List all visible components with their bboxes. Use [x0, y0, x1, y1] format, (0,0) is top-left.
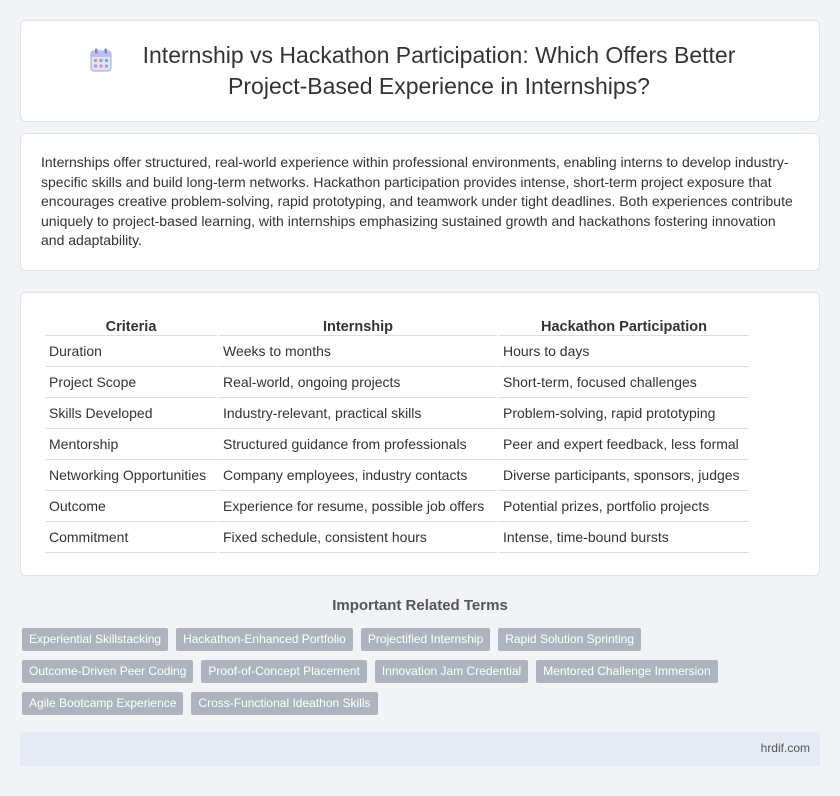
- table-row: [45, 522, 749, 553]
- footer-site-link[interactable]: hrdif.com: [760, 741, 810, 755]
- table-cell: Mentorship: [45, 429, 217, 460]
- table-row: [45, 491, 749, 522]
- related-term-tag[interactable]: Agile Bootcamp Experience: [22, 692, 183, 715]
- tag-row: [22, 692, 822, 715]
- related-terms-heading: Important Related Terms: [332, 597, 508, 614]
- tag-row: [22, 628, 822, 651]
- related-term-tag[interactable]: Outcome-Driven Peer Coding: [22, 660, 193, 683]
- table-cell: Networking Opportunities: [45, 460, 217, 491]
- table-row: [45, 429, 749, 460]
- related-terms-list: [22, 628, 822, 724]
- table-cell: Real-world, ongoing projects: [219, 367, 497, 398]
- table-cell: Experience for resume, possible job offers: [219, 491, 497, 522]
- table-cell: Industry-relevant, practical skills: [219, 398, 497, 429]
- column-header-internship: Internship: [219, 315, 497, 336]
- table-cell: Problem-solving, rapid prototyping: [499, 398, 749, 429]
- header-card: [20, 20, 820, 122]
- table-cell: Project Scope: [45, 367, 217, 398]
- page-title: Internship vs Hackathon Participation: Which Offers Better Project-Based Experience in Internships?: [142, 42, 736, 99]
- table-row: [45, 398, 749, 429]
- column-header-criteria: Criteria: [45, 315, 217, 336]
- tag-row: [22, 660, 822, 683]
- table-cell: Diverse participants, sponsors, judges: [499, 460, 749, 491]
- column-header-hackathon: Hackathon Participation: [499, 315, 749, 336]
- table-cell: Commitment: [45, 522, 217, 553]
- table-row: [45, 336, 749, 367]
- footer: [20, 732, 820, 766]
- related-term-tag[interactable]: Mentored Challenge Immersion: [536, 660, 717, 683]
- table-row: [45, 367, 749, 398]
- table-cell: Outcome: [45, 491, 217, 522]
- table-cell: Intense, time-bound bursts: [499, 522, 749, 553]
- table-cell: Fixed schedule, consistent hours: [219, 522, 497, 553]
- table-cell: Short-term, focused challenges: [499, 367, 749, 398]
- table-cell: Weeks to months: [219, 336, 497, 367]
- table-cell: Company employees, industry contacts: [219, 460, 497, 491]
- table-cell: Hours to days: [499, 336, 749, 367]
- table-cell: Structured guidance from professionals: [219, 429, 497, 460]
- intro-paragraph: Internships offer structured, real-world experience within professional environments, enabling interns to develop industry-specific skills and build long-term networks. Hackathon participation provides intense, short-term project exposure that encourages creative problem-solving, rapid prototyping, and teamwork under tight deadlines. Both experiences contribute uniquely to project-based learning, with internships emphasizing sustained growth and hackathons fostering innovation and adaptability.: [41, 154, 793, 249]
- table-cell: Duration: [45, 336, 217, 367]
- related-term-tag[interactable]: Projectified Internship: [361, 628, 490, 651]
- intro-card: [20, 133, 820, 271]
- related-term-tag[interactable]: Proof-of-Concept Placement: [201, 660, 366, 683]
- table-header-row: [45, 315, 749, 336]
- related-term-tag[interactable]: Cross-Functional Ideathon Skills: [191, 692, 377, 715]
- comparison-card: [20, 292, 820, 576]
- related-term-tag[interactable]: Rapid Solution Sprinting: [498, 628, 641, 651]
- related-term-tag[interactable]: Innovation Jam Credential: [375, 660, 528, 683]
- related-term-tag[interactable]: Experiential Skillstacking: [22, 628, 168, 651]
- comparison-table: [43, 315, 751, 553]
- table-cell: Potential prizes, portfolio projects: [499, 491, 749, 522]
- table-row: [45, 460, 749, 491]
- table-cell: Peer and expert feedback, less formal: [499, 429, 749, 460]
- related-term-tag[interactable]: Hackathon-Enhanced Portfolio: [176, 628, 353, 651]
- table-cell: Skills Developed: [45, 398, 217, 429]
